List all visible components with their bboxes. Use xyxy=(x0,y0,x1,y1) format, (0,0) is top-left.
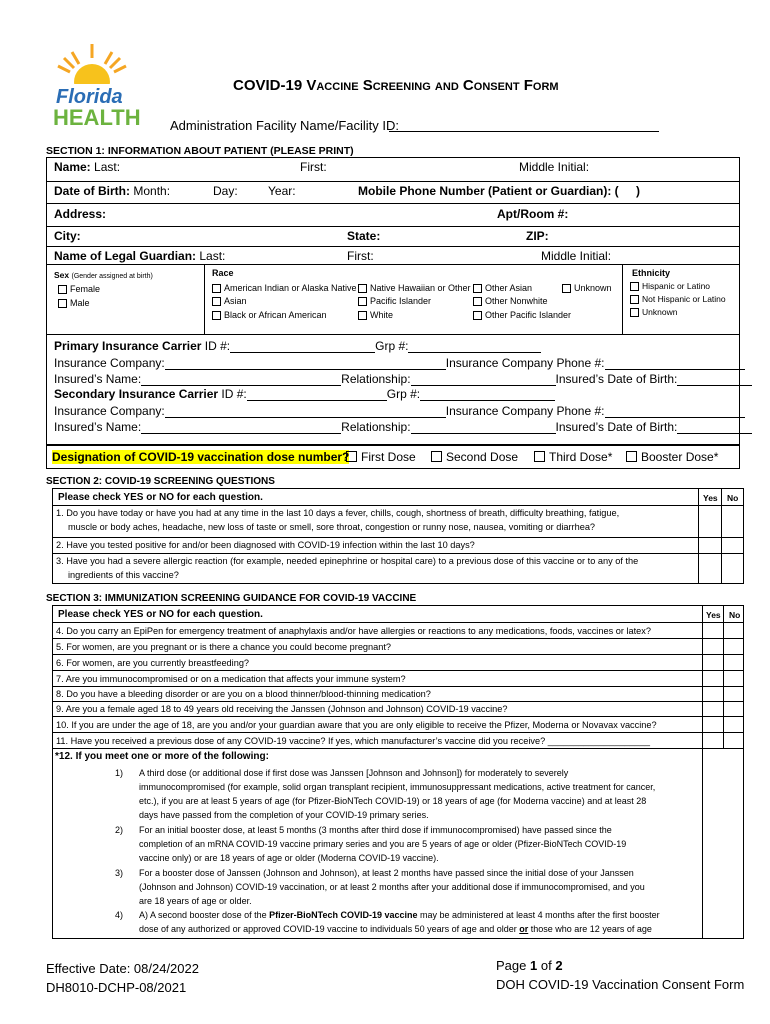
question-11: 11. Have you received a previous dose of any COVID-19 vaccine? If yes, which manufacturer’s vaccine did you receive? ____________________ xyxy=(56,736,650,746)
checkbox-icon[interactable] xyxy=(626,451,637,462)
page-number: Page 1 of 2 xyxy=(496,958,563,973)
facility-label: Administration Facility Name/Facility ID: xyxy=(170,118,399,133)
checkbox-icon[interactable] xyxy=(358,297,367,306)
no-header: No xyxy=(729,610,741,620)
form-name: DOH COVID-19 Vaccination Consent Form xyxy=(496,977,745,992)
question-12: *12. If you meet one or more of the following: xyxy=(55,751,269,762)
florida-health-logo xyxy=(50,40,141,130)
dose-first-option[interactable]: First Dose xyxy=(346,450,416,464)
race-option[interactable]: Asian xyxy=(212,296,247,306)
phone-field[interactable]: Mobile Phone Number (Patient or Guardian): ( xyxy=(358,184,619,198)
no-header: No xyxy=(727,493,739,503)
secondary-company-row[interactable]: Insurance Company: Insurance Company Phone #: xyxy=(54,404,745,418)
name-row[interactable]: Name: Last: xyxy=(54,160,121,174)
apt-field[interactable]: Apt/Room #: xyxy=(497,207,569,221)
first-name-field[interactable]: First: xyxy=(300,160,327,174)
checkbox-icon[interactable] xyxy=(431,451,442,462)
question-4: 4. Do you carry an EpiPen for emergency treatment of anaphylaxis and/or have allergies or reactions to any medications, foods, vaccines or latex? xyxy=(56,626,651,636)
section2-title: SECTION 2: COVID-19 SCREENING QUESTIONS xyxy=(46,476,275,487)
checkbox-icon[interactable] xyxy=(630,308,639,317)
question-10: 10. If you are under the age of 18, are you and/or your guardian aware that you are only eligible to receive the Pfizer, Moderna or Novavax vaccine? xyxy=(56,720,657,730)
item-3-line: For a booster dose of Janssen (Johnson and Johnson), at least 2 months have passed since the initial dose of your Janssen xyxy=(139,868,634,878)
dob-month-field[interactable]: Date of Birth: Month: xyxy=(54,184,171,198)
ethnicity-option[interactable]: Not Hispanic or Latino xyxy=(630,294,726,304)
checkbox-icon[interactable] xyxy=(534,451,545,462)
race-option[interactable]: Other Asian xyxy=(473,283,532,293)
effective-date: Effective Date: 08/24/2022 xyxy=(46,961,199,976)
item-4-line: A) A second booster dose of the Pfizer-BioNTech COVID-19 vaccine may be administered at least 4 months after the first booster xyxy=(139,910,660,920)
checkbox-icon[interactable] xyxy=(473,297,482,306)
dob-day-field[interactable]: Day: xyxy=(213,184,238,198)
question-1: 1. Do you have today or have you had at any time in the last 10 days a fever, chills, cough, shortness of breath, difficulty breathing, fatigue, xyxy=(56,508,620,518)
secondary-insured-row[interactable]: Insured’s Name: Relationship: Insured’s Date of Birth: xyxy=(54,420,752,434)
item-1-line: days have passed from the completion of your COVID-19 primary series. xyxy=(139,810,429,820)
guardian-first-field[interactable]: First: xyxy=(347,249,374,263)
item-1-line: etc.), if you are at least 5 years of age (for Pfizer-BioNTech COVID-19) or 18 years of age (for Moderna vaccine) and at least 28 xyxy=(139,796,647,806)
section1-title: SECTION 1: INFORMATION ABOUT PATIENT (PLEASE PRINT) xyxy=(46,145,354,157)
item-3-line: are 18 years of age or older. xyxy=(139,896,252,906)
item-4-num: 4) xyxy=(115,910,124,920)
sex-label: Sex (Gender assigned at birth) xyxy=(54,270,153,280)
page-title: COVID-19 Vaccine Screening and Consent Form xyxy=(233,77,559,94)
item-2-line: For an initial booster dose, at least 5 months (3 months after third dose if immunocompromised) have passed since the xyxy=(139,825,612,835)
ethnicity-label: Ethnicity xyxy=(632,268,671,278)
item-1-line: immunocompromised (for example, solid organ transplant recipient, immunosuppressant medications, active treatment for cancer, xyxy=(139,782,656,792)
dob-year-field[interactable]: Year: xyxy=(268,184,296,198)
checkbox-icon[interactable] xyxy=(473,284,482,293)
question-7: 7. Are you immunocompromised or on a medication that affects your immune system? xyxy=(56,674,406,684)
race-option[interactable]: American Indian or Alaska Native xyxy=(212,283,357,293)
question-3-cont: ingredients of this vaccine? xyxy=(68,570,179,580)
guardian-mi-field[interactable]: Middle Initial: xyxy=(541,249,612,263)
item-3-num: 3) xyxy=(115,868,124,878)
item-3-line: (Johnson and Johnson) COVID-19 vaccination, or at least 2 months after your additional dose if immunocompromised, and you xyxy=(139,882,645,892)
primary-company-row[interactable]: Insurance Company: Insurance Company Phone #: xyxy=(54,356,745,370)
address-field[interactable]: Address: xyxy=(54,207,107,221)
dose-question: Designation of COVID-19 vaccination dose number? xyxy=(52,450,350,464)
question-6: 6. For women, are you currently breastfeeding? xyxy=(56,658,250,668)
race-option[interactable]: Other Nonwhite xyxy=(473,296,548,306)
item-4-line: dose of any authorized or approved COVID-19 vaccine to individuals 50 years of age and older or those who are 12 years of age xyxy=(139,924,652,934)
item-1-line: A third dose (or additional dose if first dose was Janssen [Johnson and Johnson]) for moderately to severely xyxy=(139,768,569,778)
ethnicity-option[interactable]: Hispanic or Latino xyxy=(630,281,710,291)
sex-male-option[interactable]: Male xyxy=(58,298,90,308)
item-2-line: vaccine only) or are 18 years of age or older (Moderna COVID-19 vaccine). xyxy=(139,853,439,863)
checkbox-icon[interactable] xyxy=(358,311,367,320)
checkbox-icon[interactable] xyxy=(473,311,482,320)
checkbox-icon[interactable] xyxy=(562,284,571,293)
checkbox-icon[interactable] xyxy=(58,285,67,294)
section3-instruction: Please check YES or NO for each question. xyxy=(58,609,263,620)
race-unknown-option[interactable]: Unknown xyxy=(562,283,612,293)
checkbox-icon[interactable] xyxy=(358,284,367,293)
ethnicity-option[interactable]: Unknown xyxy=(630,307,677,317)
middle-initial-field[interactable]: Middle Initial: xyxy=(519,160,590,174)
question-2: 2. Have you tested positive for and/or been diagnosed with COVID-19 infection within the last 10 days? xyxy=(56,540,475,550)
section3-title: SECTION 3: IMMUNIZATION SCREENING GUIDANCE FOR COVID-19 VACCINE xyxy=(46,593,417,604)
form-code: DH8010-DCHP-08/2021 xyxy=(46,980,187,995)
question-3: 3. Have you had a severe allergic reaction (for example, needed epinephrine or hospital care) to a previous dose of this vaccine or to any of the xyxy=(56,556,639,566)
logo-line1: Florida xyxy=(56,86,123,108)
race-label: Race xyxy=(212,268,234,278)
guardian-last-field[interactable]: Name of Legal Guardian: Last: xyxy=(54,249,226,263)
race-option-continued: Pacific Islander xyxy=(358,296,431,306)
race-option[interactable]: White xyxy=(358,310,393,320)
dose-booster-option[interactable]: Booster Dose* xyxy=(626,450,718,464)
checkbox-icon[interactable] xyxy=(212,284,221,293)
state-field[interactable]: State: xyxy=(347,229,381,243)
checkbox-icon[interactable] xyxy=(346,451,357,462)
question-5: 5. For women, are you pregnant or is there a chance you could become pregnant? xyxy=(56,642,392,652)
yes-header: Yes xyxy=(703,493,718,503)
checkbox-icon[interactable] xyxy=(58,299,67,308)
checkbox-icon[interactable] xyxy=(630,282,639,291)
zip-field[interactable]: ZIP: xyxy=(526,229,549,243)
item-2-num: 2) xyxy=(115,825,124,835)
facility-field[interactable] xyxy=(389,131,659,132)
dose-second-option[interactable]: Second Dose xyxy=(431,450,518,464)
sex-female-option[interactable]: Female xyxy=(58,284,100,294)
checkbox-icon[interactable] xyxy=(212,297,221,306)
phone-close: ) xyxy=(636,184,640,198)
race-option[interactable]: Other Pacific Islander xyxy=(473,310,571,320)
secondary-insurance-row[interactable]: Secondary Insurance Carrier ID #: Grp #: xyxy=(54,387,555,401)
sun-icon xyxy=(50,42,130,92)
dose-third-option[interactable]: Third Dose* xyxy=(534,450,612,464)
question-8: 8. Do you have a bleeding disorder or are you on a blood thinner/blood-thinning medication? xyxy=(56,689,431,699)
item-2-line: completion of an mRNA COVID-19 vaccine primary series and you are 5 years of age or older (Pfizer-BioNTech COVID-19 xyxy=(139,839,627,849)
primary-insurance-row[interactable]: Primary Insurance Carrier ID #: Grp #: xyxy=(54,339,541,353)
checkbox-icon[interactable] xyxy=(630,295,639,304)
item-1-num: 1) xyxy=(115,768,124,778)
checkbox-icon[interactable] xyxy=(212,311,221,320)
yes-header: Yes xyxy=(706,610,721,620)
question-1-cont: muscle or body aches, headache, new loss of taste or smell, sore throat, congestion or runny nose, nausea, vomiting or diarrhea? xyxy=(68,522,596,532)
race-option[interactable]: Black or African American xyxy=(212,310,327,320)
section2-instruction: Please check YES or NO for each question. xyxy=(58,492,263,503)
logo-line2: HEALTH xyxy=(53,105,141,130)
primary-insured-row[interactable]: Insured’s Name: Relationship: Insured’s Date of Birth: xyxy=(54,372,752,386)
question-9: 9. Are you a female aged 18 to 49 years old receiving the Janssen (Johnson and Johnson) COVID-19 vaccine? xyxy=(56,704,508,714)
city-field[interactable]: City: xyxy=(54,229,81,243)
race-option[interactable]: Native Hawaiian or Other xyxy=(358,283,471,293)
